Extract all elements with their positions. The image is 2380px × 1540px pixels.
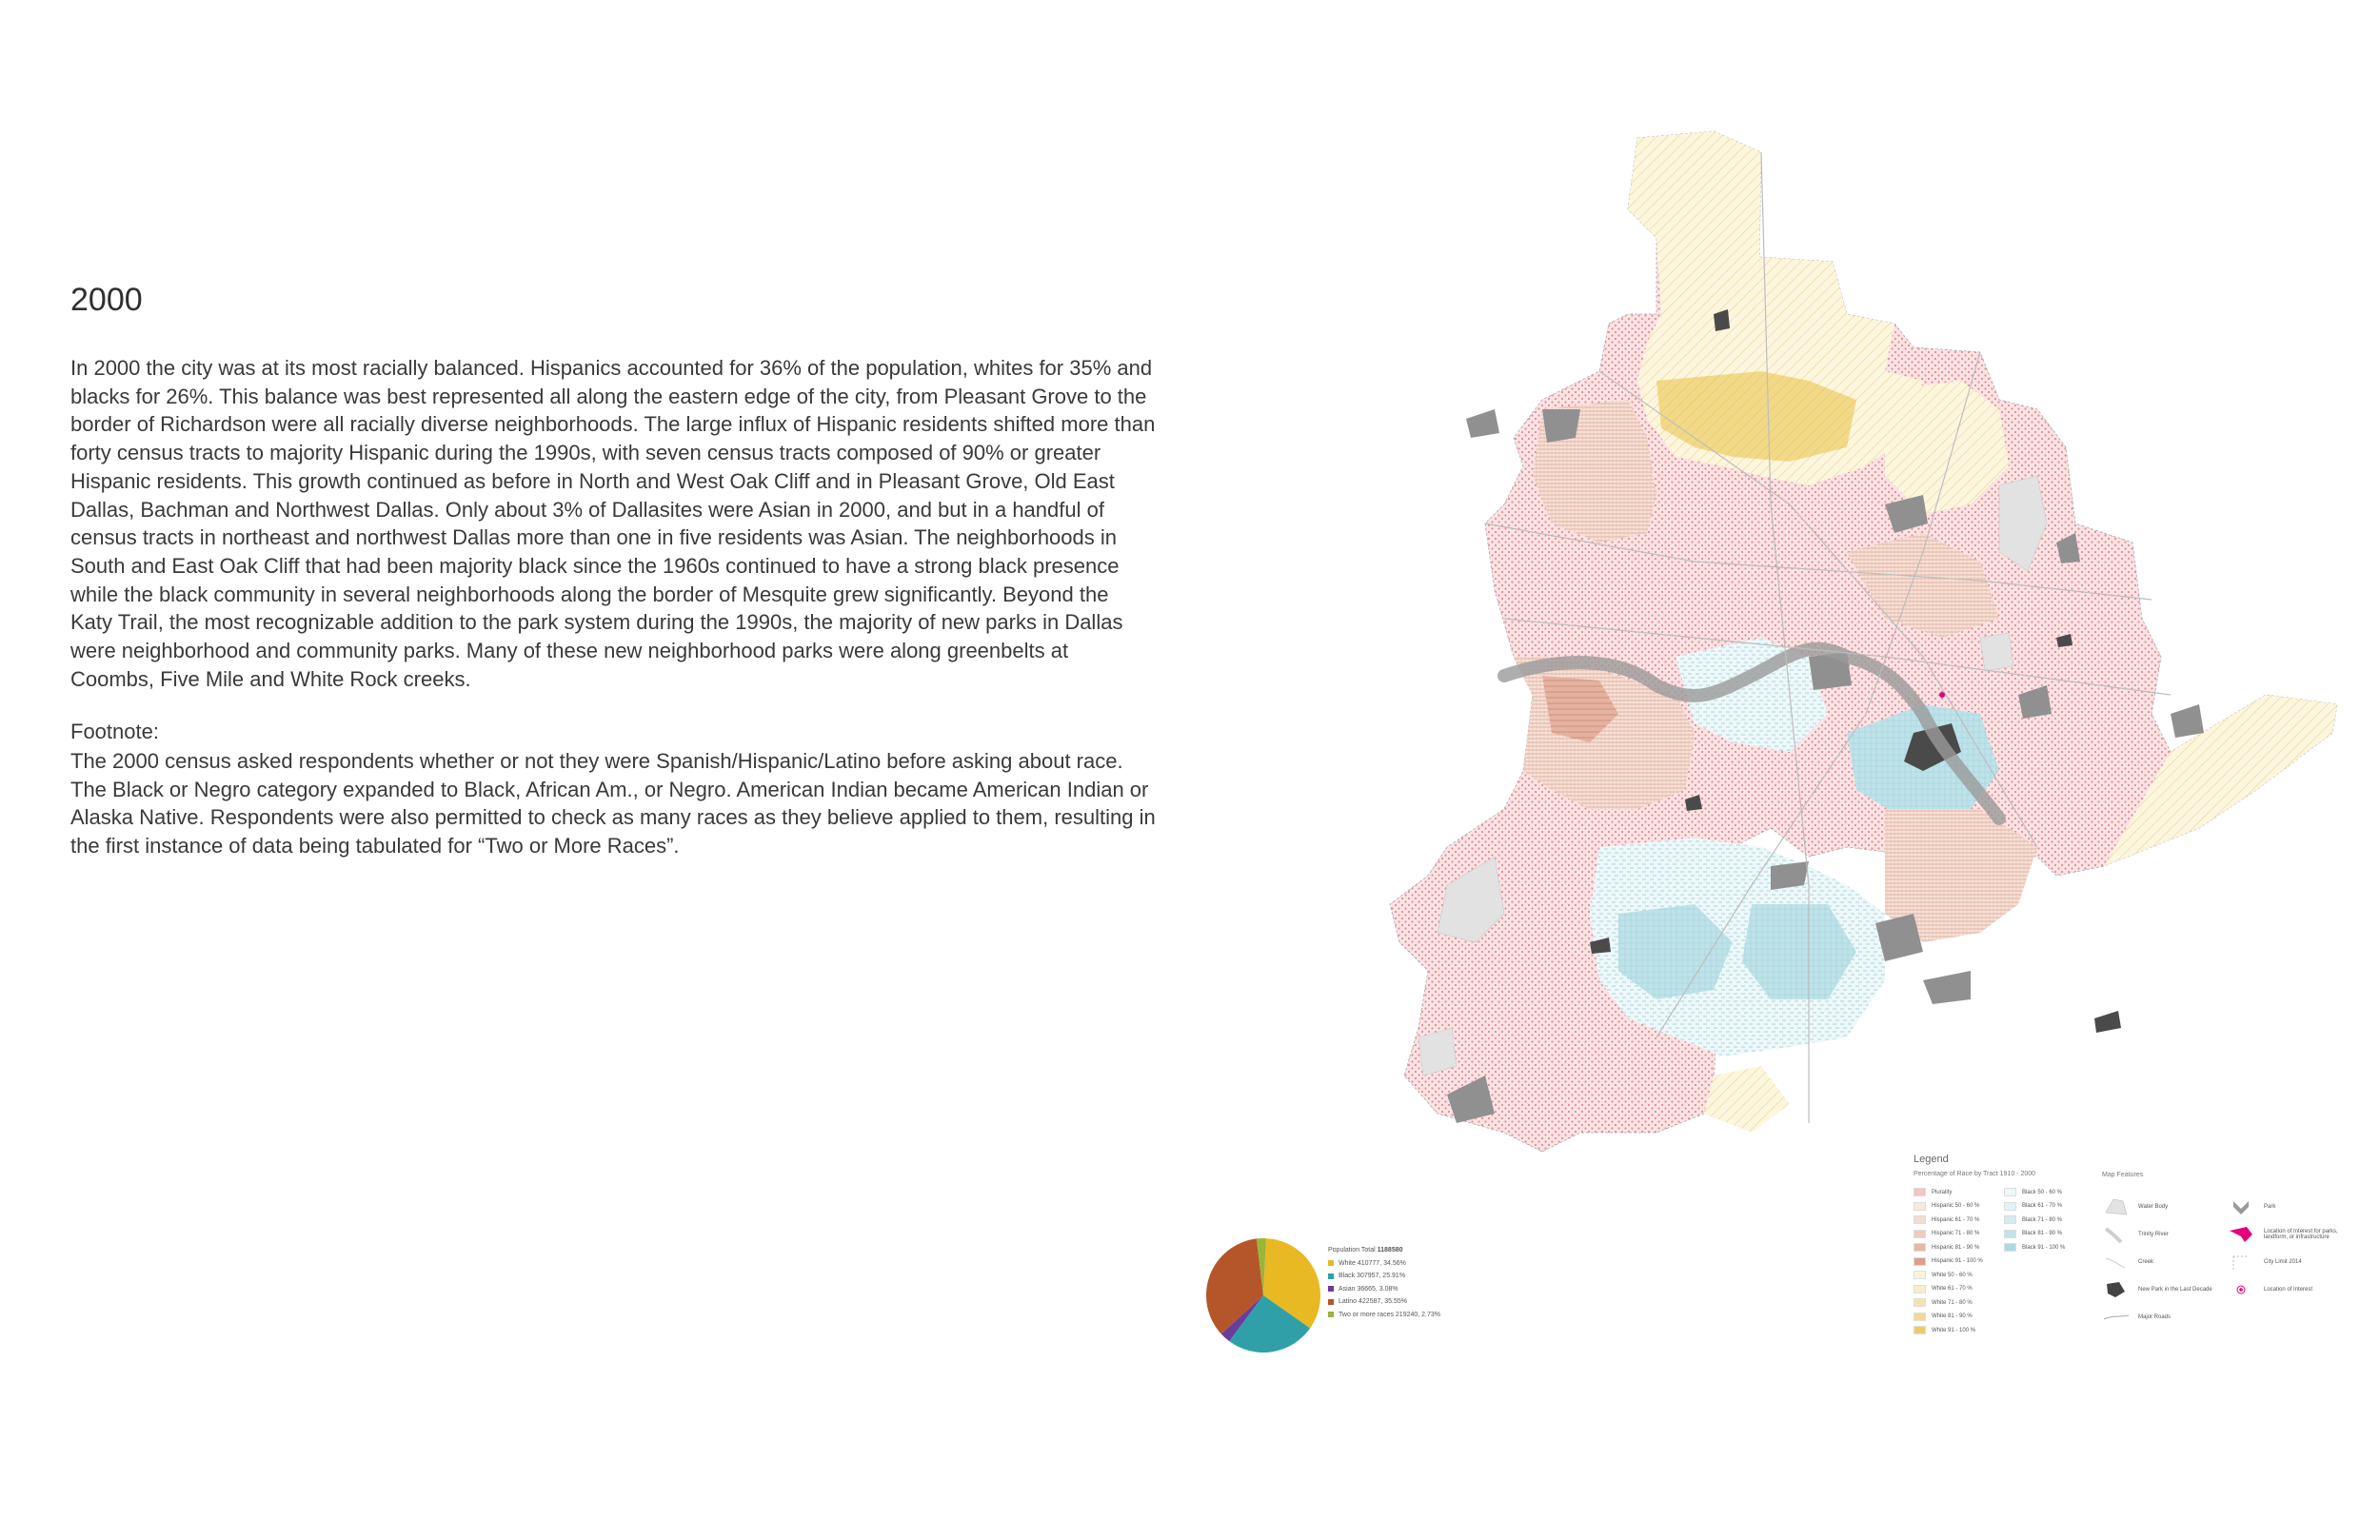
legend-swatch	[2004, 1202, 2016, 1211]
pie-legend-swatch	[1328, 1273, 1334, 1279]
legend-feature-label: Location of Interest	[2264, 1287, 2313, 1293]
pie-legend-label: Asian 36665, 3.08%	[1339, 1285, 1398, 1293]
pie-legend-row	[1328, 1309, 1440, 1322]
legend-feature-item	[2102, 1195, 2168, 1218]
pie-legend-row	[1328, 1270, 1440, 1283]
legend-label: Black 81 - 90 %	[2022, 1231, 2063, 1236]
legend-swatch	[1914, 1285, 1926, 1293]
pie-legend-label: Black 307957, 25.91%	[1339, 1273, 1406, 1280]
dallas-race-map	[1314, 124, 2351, 1171]
pie-legend-label: Two or more races 219240, 2.73%	[1339, 1311, 1441, 1318]
legend-race-item	[1914, 1313, 1973, 1321]
legend-label: Black 61 - 70 %	[2022, 1203, 2063, 1209]
legend-feature-item	[2228, 1251, 2302, 1273]
far-south-white	[1704, 1066, 1790, 1133]
legend-race-item	[1914, 1202, 1979, 1211]
legend-label: Black 71 - 80 %	[2022, 1216, 2063, 1223]
legend-feature-label: New Park in the Last Decade	[2138, 1287, 2212, 1293]
legend-swatch	[1914, 1188, 1926, 1196]
legend-swatch	[2004, 1215, 2016, 1224]
pie-legend-row	[1328, 1283, 1440, 1296]
road-icon	[2102, 1306, 2131, 1329]
legend-swatch	[2004, 1230, 2016, 1238]
legend-subtitle: Percentage of Race by Tract 1910 - 2000	[1914, 1171, 2036, 1177]
legend-race-item	[2004, 1243, 2065, 1252]
pie-legend-swatch	[1328, 1312, 1334, 1317]
legend-race-item	[2004, 1215, 2062, 1224]
legend-label: White 61 - 70 %	[1932, 1286, 1973, 1292]
legend-label: Hispanic 71 - 80 %	[1932, 1231, 1980, 1236]
pie-total-value: 1188580	[1377, 1247, 1403, 1254]
pie-legend-row	[1328, 1295, 1440, 1309]
legend-feature-item	[2102, 1251, 2153, 1273]
pie-legend-swatch	[1328, 1299, 1334, 1305]
legend-feature-label: Creek	[2138, 1259, 2154, 1265]
map-svg	[1314, 124, 2351, 1171]
legend-label: Hispanic 61 - 70 %	[1932, 1216, 1980, 1223]
page-title: 2000	[70, 282, 143, 318]
legend-race-item	[1914, 1271, 1973, 1279]
legend-label: Black 50 - 60 %	[2022, 1189, 2063, 1195]
legend-feature-label: Park	[2264, 1204, 2276, 1210]
legend-label: Hispanic 91 - 100 %	[1932, 1258, 1983, 1264]
legend-race-item	[1914, 1257, 1983, 1266]
map-legend	[1914, 1154, 2342, 1363]
legend-feature-label: Major Roads	[2138, 1314, 2172, 1320]
interest-point-icon	[2228, 1278, 2256, 1301]
body-paragraph: In 2000 the city was at its most racially balanced. Hispanics accounted for 36% of the population, whites for 35% and blacks for 26%. This balance was best represented all along the eastern edge of the city, from Pleasant Grove to the border of Richardson were all racially diverse neighborhoods. The large influx of Hispanic residents shifted more than forty census tracts to majority Hispanic during the 1990s, with seven census tracts composed of 90% or greater Hispanic residents. This growth continued as before in North and West Oak Cliff and in Pleasant Grove, Old East Dallas, Bachman and Northwest Dallas. Only about 3% of Dallasites were Asian in 2000, and but in a handful of census tracts in northeast and northwest Dallas more than one in five residents was Asian. The neighborhoods in South and East Oak Cliff that had been majority black since the 1960s continued to have a strong black presence while the black community in several neighborhoods along the border of Mesquite grew significantly. Beyond the Katy Trail, the most recognizable addition to the park system during the 1990s, the majority of new parks in Dallas were neighborhood and community parks. Many of these new neighborhood parks were along greenbelts at Coombs, Five Mile and White Rock creeks.	[70, 356, 1156, 691]
legend-label: White 71 - 80 %	[1932, 1299, 1973, 1306]
pie-total-label: Population Total	[1328, 1247, 1376, 1254]
new-park-icon	[2102, 1278, 2131, 1301]
legend-label: White 91 - 100 %	[1932, 1327, 1976, 1333]
legend-feature-label: Location of Interest for parks, landform, or infrastructure	[2264, 1229, 2338, 1240]
legend-swatch	[1914, 1271, 1926, 1279]
legend-label: Black 91 - 100 %	[2022, 1244, 2066, 1251]
footnote-paragraph: The 2000 census asked respondents whether or not they were Spanish/Hispanic/Latino before asking about race. The Black or Negro category expanded to Black, African Am., or Negro. American Indian became American Indian or Alaska Native. Respondents were also permitted to check as many races as they believe applied to them, resulting in the first instance of data being tabulated for “Two or More Races”.	[70, 749, 1156, 859]
legend-race-item	[2004, 1202, 2062, 1211]
pie-legend-label: White 410777, 34.56%	[1339, 1259, 1406, 1267]
legend-race-item	[1914, 1285, 1973, 1293]
legend-race-item	[1914, 1188, 1952, 1196]
legend-label: White 81 - 90 %	[1932, 1313, 1973, 1319]
map-features-title: Map Features	[2102, 1172, 2144, 1178]
interest-arrow-icon	[2228, 1223, 2256, 1246]
river-icon	[2102, 1223, 2131, 1246]
legend-feature-label: Trinity River	[2138, 1232, 2169, 1237]
legend-feature-item	[2102, 1306, 2171, 1329]
legend-label: Hispanic 81 - 90 %	[1932, 1244, 1980, 1251]
location-of-interest-marker	[1939, 692, 1945, 698]
legend-swatch	[2004, 1243, 2016, 1252]
legend-label: Hispanic 50 - 60 %	[1932, 1203, 1980, 1209]
water-body-icon	[2102, 1195, 2131, 1218]
legend-feature-label: Water Body	[2138, 1204, 2169, 1210]
legend-swatch	[1914, 1326, 1926, 1334]
legend-feature-item	[2228, 1278, 2312, 1301]
legend-swatch	[2004, 1188, 2016, 1196]
pie-legend-swatch	[1328, 1286, 1334, 1292]
legend-swatch	[1914, 1202, 1926, 1211]
legend-race-item	[1914, 1326, 1975, 1334]
creek-icon	[2102, 1251, 2131, 1273]
legend-swatch	[1914, 1257, 1926, 1266]
park-icon	[2228, 1195, 2256, 1218]
legend-feature-item	[2228, 1195, 2275, 1218]
pie-legend-row	[1328, 1257, 1440, 1271]
pie-legend-swatch	[1328, 1260, 1334, 1266]
pie-legend	[1328, 1244, 1440, 1321]
pie-legend-label: Latino 422587, 35.55%	[1339, 1298, 1408, 1306]
legend-swatch	[1914, 1313, 1926, 1321]
legend-race-item	[1914, 1215, 1979, 1224]
pie-total-row	[1328, 1244, 1440, 1257]
legend-feature-label: City Limit 2014	[2264, 1259, 2302, 1265]
legend-race-item	[1914, 1230, 1979, 1238]
legend-feature-item	[2102, 1223, 2169, 1246]
city-limit-icon	[2228, 1251, 2256, 1273]
legend-swatch	[1914, 1298, 1926, 1307]
legend-feature-item	[2228, 1223, 2342, 1246]
legend-label: Plurality	[1932, 1189, 1953, 1195]
legend-race-item	[1914, 1243, 1979, 1252]
legend-label: White 50 - 60 %	[1932, 1272, 1973, 1278]
legend-race-item	[2004, 1230, 2062, 1238]
legend-title: Legend	[1914, 1154, 1949, 1165]
legend-swatch	[1914, 1230, 1926, 1238]
pie-svg	[1201, 1234, 1325, 1357]
legend-swatch	[1914, 1215, 1926, 1224]
legend-feature-item	[2102, 1278, 2212, 1301]
legend-swatch	[1914, 1243, 1926, 1252]
footnote-heading: Footnote:	[70, 720, 159, 743]
legend-race-item	[2004, 1188, 2062, 1196]
legend-race-item	[1914, 1298, 1973, 1307]
